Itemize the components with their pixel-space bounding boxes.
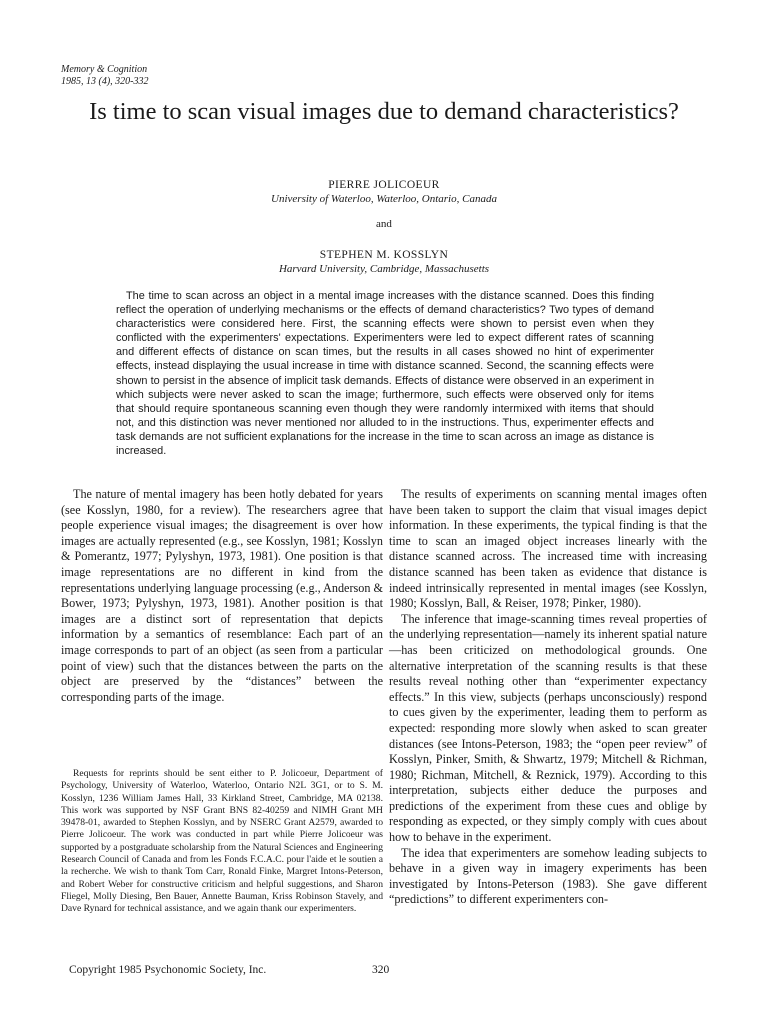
- page-number: 320: [372, 964, 390, 976]
- paper-title: Is time to scan visual images due to demand characteristics?: [89, 98, 679, 125]
- author-name: PIERRE JOLICOEUR: [328, 179, 440, 191]
- author-affiliation: University of Waterloo, Waterloo, Ontario, Canada: [271, 193, 497, 205]
- body-paragraph: The idea that experimenters are somehow leading subjects to behave in a given way in imagery experiments has been investigated by Intons-Peterson (1983). She gave different “predictions” to different experimenters con-: [389, 845, 707, 907]
- right-column: [389, 487, 707, 908]
- author-1: [0, 178, 768, 206]
- author-2: [0, 248, 768, 276]
- footnote: Requests for reprints should be sent either to P. Jolicoeur, Department of Psychology, University of Waterloo, Waterloo, Ontario N2L 3G1, or to S. M. Kosslyn, 1236 William James Hall, 33 Kirkland Street, Cambridge, MA 02138. This work was supported by NSF Grant BNS 82-40259 and NIMH Grant MH 39478-01, awarded to Stephen Kosslyn, and by NSERC Grant A2579, awarded to Pierre Jolicoeur. The work was conducted in part while Pierre Jolicoeur was supported by a postgraduate scholarship from the Natural Sciences and Engineering Research Council of Canada and from les Fonds F.C.A.C. pour l'aide et le soutien a la recherche. We wish to thank Tom Carr, Ronald Finke, Margret Intons-Peterson, and Robert Weber for constructive criticism and helpful suggestions, and Sharon Fliegel, Molly Diesing, Ben Bauer, Annette Bauman, Kriss Robinson Stavely, and Dave Rynard for technical assistance, and we again thank our experimenters.: [61, 768, 383, 915]
- journal-citation: 1985, 13 (4), 320-332: [61, 76, 149, 87]
- body-paragraph: The inference that image-scanning times reveal properties of the underlying representation—namely its inherent spatial nature—has been criticized on methodological grounds. One alternative interpretation of the scanning results is that these results reveal nothing other than “experimenter expectancy effects.” In this view, subjects (perhaps unconsciously) respond to cues given by the experimenter, leading them to perform as expected: responding more slowly when asked to scan greater distances (see Intons-Peterson, 1983; the “open peer review” of Kosslyn, Pinker, Smith, & Shwartz, 1979; Mitchell & Richman, 1980; Richman, Mitchell, & Reznick, 1979). According to this interpretation, subjects either deduce the purposes and predictions of the experiment from these cues and oblige by responding as expected, or they simply comply with cues about how to behave in the experiment.: [389, 611, 707, 845]
- copyright-notice: Copyright 1985 Psychonomic Society, Inc.: [69, 964, 267, 976]
- journal-name: Memory & Cognition: [61, 64, 148, 75]
- journal-header: [61, 64, 149, 88]
- left-column: [61, 487, 383, 705]
- author-name: STEPHEN M. KOSSLYN: [319, 249, 449, 261]
- author-conjunction: and: [376, 218, 392, 230]
- body-paragraph: The results of experiments on scanning mental images often have been taken to support the claim that visual images depict information. In these experiments, the typical finding is that the time to scan an imaged object increases linearly with the distance scanned across. The increased time with increasing distance scanned has been taken as evidence that distance is indeed intrinsically represented in mental images (see Kosslyn, 1980; Kosslyn, Ball, & Reiser, 1978; Pinker, 1980).: [389, 487, 707, 611]
- abstract: The time to scan across an object in a mental image increases with the distance scanned. Does this finding reflect the operation of underlying mechanisms or the effects of demand characteristics? Two types of demand characteristics were considered here. First, the scanning effects were shown to persist even when they conflicted with the experimenters' expectations. Experimenters were led to expect different rates of scanning and different effects of distance on scan times, but the results in all cases showed no hint of experimenter effects, instead displaying the usual increase in time with distance scanned. Second, the scanning effects were shown to persist in the absence of implicit task demands. Effects of distance were observed in an experiment in which subjects were never asked to scan the image; furthermore, such effects were observed only for items that should require spontaneous scanning even though they were randomly intermixed with items that should not, and this distinction was never mentioned nor alluded to in the instructions. Thus, experimenter effects and task demands are not sufficient explanations for the increase in the time to scan across an image as distance is increased.: [116, 290, 654, 458]
- author-affiliation: Harvard University, Cambridge, Massachusetts: [278, 263, 490, 275]
- body-paragraph: The nature of mental imagery has been hotly debated for years (see Kosslyn, 1980, for a review). The researchers agree that people experience visual images; the disagreement is over how images are actually represented (e.g., see Kosslyn, 1981; Kosslyn & Pomerantz, 1977; Pylyshyn, 1973, 1981). One position is that image representations are no different in kind from the representations underlying language processing (e.g., Anderson & Bower, 1973; Pylyshyn, 1973, 1981). Another position is that images are a distinct sort of representation that depicts information by a semantics of resemblance: Each part of an image corresponds to part of an object (as seen from a particular point of view) such that the distances between the parts on the object are preserved by the “distances” between the corresponding parts of the image.: [61, 487, 383, 704]
